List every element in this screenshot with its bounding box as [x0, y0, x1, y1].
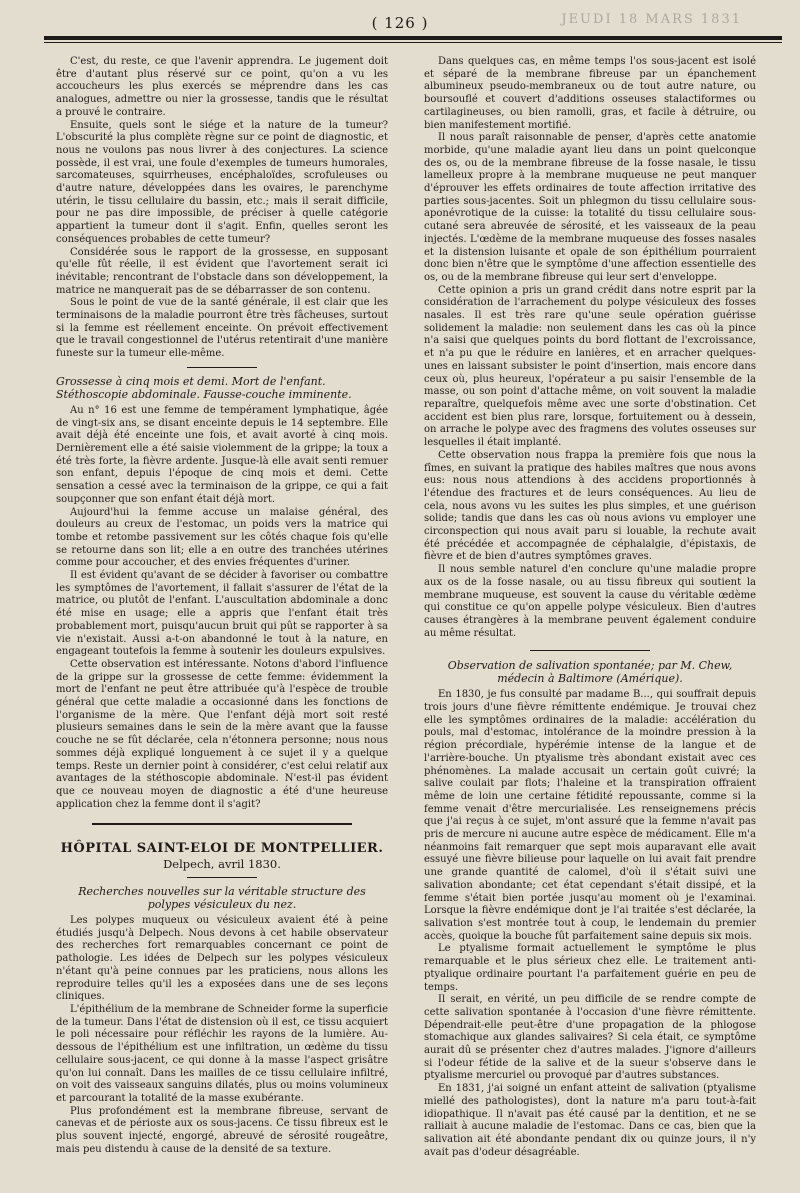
paragraph: Aujourd'hui la femme accuse un malaise général, des douleurs au creux de l'estomac, un poids vers la matrice qui tombe et retombe passivement sur les côtés chaque fois qu'elle se retourne dans son lit; elle a en outre des tranchées utérines comme pour accoucher, et des envies fréquentes d'uriner. [56, 506, 388, 569]
hospital-byline: Delpech, avril 1830. [163, 857, 281, 872]
hospital-heading: HÔPITAL SAINT-ELOI DE MONTPELLIER. [60, 841, 384, 857]
bleed-through-text: JEUDI 18 MARS 1831 [561, 12, 742, 27]
paragraph: Plus profondément est la membrane fibreuse, servant de canevas et de périoste aux os sous-jacens. Ce tissu fibreux est le plus souvent injecté, engorgé, abreuvé de sérosité rougeâtre, mais peu distendu à cause de la densité de sa texture. [56, 1105, 388, 1155]
paragraph: Considérée sous le rapport de la grossesse, en supposant qu'elle fût réelle, il est évident que l'avortement serait ici inévitable; rencontrant de l'obstacle dans son développement, la matrice ne manquerait pas de se débarrasser de son contenu. [56, 246, 388, 296]
section-divider [187, 877, 257, 878]
grossesse-section [56, 405, 388, 812]
paragraph: Il serait, en vérité, un peu difficile de se rendre compte de cette salivation spontanée à l'occasion d'une fièvre rémittente. Dépendrait-elle peut-être d'une propagation de la phlogose stomachique aux glandes salivaires? Si cela était, ce symptôme aurait dû se présenter chez d'autres malades. J'ignore d'ailleurs si l'odeur fétide de la salive et de la sueur s'observe dans le ptyalisme mercuriel ou provoqué par d'autres substances. [424, 994, 756, 1082]
intro-section [56, 56, 388, 361]
section-divider [530, 650, 650, 651]
paragraph: Cette observation est intéressante. Notons d'abord l'influence de la grippe sur la grossesse de cette femme: évidemment la mort de l'enfant ne peut être attribuée qu'à l'espèce de trouble général que cette maladie a occasionné dans les fonctions de l'organisme de la mère. Que l'enfant déjà mort soit resté plusieurs semaines dans le sein de la mère avant que la fausse couche ne se fût déclarée, cela n'étonnera personne; nous nous sommes déjà expliqué longuement à ce sujet il y a quelque temps. Reste un dernier point à considérer, c'est celui relatif aux avantages de la stéthoscopie abdominale. N'est-il pas évident que ce nouveau moyen de diagnostic a été d'une heureuse application chez la femme dont il s'agit? [56, 658, 388, 810]
header-rule-thin [44, 42, 782, 43]
paragraph: Les polypes muqueux ou vésiculeux avaient été à peine étudiés jusqu'à Delpech. Nous devons à cet habile observateur des recherches fort remarquables concernant ce point de pathologie. Les idées de Delpech sur les polypes vésiculeux n'étant qu'à peine connues par les praticiens, nous allons les reproduire telles qu'il les a exposées dans une de ses leçons cliniques. [56, 915, 388, 1003]
paragraph: Dans quelques cas, en même temps l'os sous-jacent est isolé et séparé de la membrane fibreuse par un épanchement albumineux pseudo-membraneux ou de tout autre nature, ou boursouflé et couvert d'additions osseuses stalactiformes ou cartilagineuses, ou bien ramolli, gras, et facile à détruire, ou bien manifestement mortifié. [424, 56, 756, 131]
paragraph: En 1830, je fus consulté par madame B..., qui souffrait depuis trois jours d'une fièvre rémittente endémique. Je trouvai chez elle les symptômes ordinaires de la maladie: accélération du pouls, mal d'estomac, intolérance de la moindre pression à la région précordiale, hypérémie intense de la langue et de l'arrière-bouche. Un ptyalisme très abondant existait avec ces phénomènes. La malade accusait un certain goût cuivré; la salive coulait par flots; l'haleine et la transpiration offraient même de loin une certaine fétidité repoussante, comme si la femme venait d'être mercurialisée. Les renseignemens précis que j'ai reçus à ce sujet, m'ont assuré que la femme n'avait pas pris de mercure ni aucune autre espèce de médicament. Elle m'a néanmoins fait remarquer que sept mois auparavant elle avait essuyé une fièvre bilieuse pour laquelle on lui avait fait prendre une grande quantité de calomel, d'où il s'était suivi une salivation abondante; cet état cependant s'était dissipé, et la femme s'était bien portée jusqu'au moment où je l'examinai. Lorsque la fièvre endémique dont je l'ai traitée s'est déclarée, la salivation s'est montrée tout à coup, le lendemain du premier accès, quoique la bouche fût parfaitement saine depuis six mois. [424, 689, 756, 942]
paragraph: En 1831, j'ai soigné un enfant atteint de salivation (ptyalisme miellé des pathologistes), dont la nature m'a paru tout-à-fait idiopathique. Il n'avait pas été causé par la dentition, et ne se ralliait à aucune maladie de l'estomac. Dans ce cas, bien que la salivation ait été abondante pendant dix ou quinze jours, il n'y avait pas d'odeur désagréable. [424, 1083, 756, 1158]
hospital-rule [92, 823, 352, 825]
paragraph: Cette opinion a pris un grand crédit dans notre esprit par la considération de l'arrachement du polype vésiculeux des fosses nasales. Il est très rare qu'une seule opération guérisse solidement la maladie: non seulement dans les cas où la pince n'a saisi que quelques points du bord flottant de l'excroissance, et n'a pu que le réduire en lanières, et en arracher quelques-unes en laissant subsister le point d'insertion, mais encore dans ceux où, plus heureux, l'opérateur a pu saisir l'ensemble de la masse, ou son point d'attache même, on voit souvent la maladie reparaître, quelquefois même avec une sorte d'obstination. Cet accident est bien plus rare, lorsque, fortuitement ou à dessein, on arrache le polype avec des fragmens des volutes osseuses sur lesquelles il était implanté. [424, 284, 756, 449]
paragraph: Ensuite, quels sont le siége et la nature de la tumeur? L'obscurité la plus complète règne sur ce point de diagnostic, et nous ne voulons pas nous livrer à des conjectures. La science possède, il est vrai, une foule d'exemples de tumeurs humorales, sarcomateuses, squirrheuses, encéphaloïdes, scrofuleuses ou d'autre nature, développées dans les ovaires, le parenchyme utérin, le tissu cellulaire du bassin, etc.; mais il serait difficile, pour ne pas dire impossible, de préciser à quelle catégorie appartient la tumeur dont il s'agit. Enfin, quelles seront les conséquences probables de cette tumeur? [56, 119, 388, 245]
paragraph: Il est évident qu'avant de se décider à favoriser ou combattre les symptômes de l'avortement, il fallait s'assurer de l'état de la matrice, ou plutôt de l'enfant. L'auscultation abdominale a donc été mise en usage; elle a appris que l'enfant était très probablement mort, puisqu'aucun bruit qui pût se rapporter à sa vie n'existait. Aussi a-t-on abandonné le tout à la nature, en engageant toutefois la femme à soutenir les douleurs expulsives. [56, 570, 388, 658]
header-rule [44, 36, 782, 40]
salivation-section [424, 689, 756, 1159]
section-title-grossesse: Grossesse à cinq mois et demi. Mort de l'enfant. Stéthoscopie abdominale. Fausse-couche imminente. [56, 374, 352, 401]
paragraph: C'est, du reste, ce que l'avenir apprendra. Le jugement doit être d'autant plus réservé sur ce point, qu'on a vu les accoucheurs les plus exercés se méprendre dans les cas analogues, admettre ou nier la grossesse, tandis que le résultat a prouvé le contraire. [56, 56, 388, 118]
page-number: ( 126 ) [371, 14, 429, 32]
paragraph: Il nous paraît raisonnable de penser, d'après cette anatomie morbide, qu'une maladie ayant lieu dans un point quelconque des os, ou de la membrane fibreuse de la fosse nasale, le tissu lamelleux propre à la membrane muqueuse ne peut manquer d'éprouver les effets ordinaires de toute affection irritative des parties sous-jacentes. Soit un phlegmon du tissu cellulaire sous-aponévrotique de la cuisse: la totalité du tissu cellulaire sous-cutané sera abreuvée de sérosité, et les vaisseaux de la peau injectés. L'œdème de la membrane muqueuse des fosses nasales et la distension luisante et opale de son épithélium pourraient donc bien n'être que le symptôme d'une affection essentielle des os, ou de la membrane fibreuse qui leur sert d'enveloppe. [424, 132, 756, 283]
polypes-section [56, 915, 388, 1156]
section-title-salivation: Observation de salivation spontanée; par M. Chew, médecin à Baltimore (Amérique). [447, 659, 733, 686]
right-column [424, 56, 756, 1159]
paragraph: L'épithélium de la membrane de Schneider forme la superficie de la tumeur. Dans l'état de distension où il est, ce tissu acquiert le poli nécessaire pour réfléchir les rayons de la lumière. Au-dessous de l'épithélium est une infiltration, un œdème du tissu cellulaire sous-jacent, ce qui donne à la masse l'aspect grisâtre qu'on lui connaît. Dans les mailles de ce tissu cellulaire infiltré, on voit des vaisseaux sanguins dilatés, plus ou moins volumineux et parcourant la totalité de la masse exubérante. [56, 1004, 388, 1104]
paragraph: Cette observation nous frappa la première fois que nous la fîmes, en suivant la pratique des habiles maîtres que nous avons eus: nous nous attendions à des accidens proportionnés à l'étendue des fractures et de leurs conséquences. Au lieu de cela, nous avons vu les suites les plus simples, et une guérison solide; tandis que dans les cas où nous avions vu employer une circonspection qui nous avait paru si louable, la rechute avait été précédée et accompagnée de céphalalgie, d'épistaxis, de fièvre et de bien d'autres symptômes graves. [424, 449, 756, 563]
section-title-polypes: Recherches nouvelles sur la véritable structure des polypes vésiculeux du nez. [78, 885, 366, 912]
paragraph: Au n° 16 est une femme de tempérament lymphatique, âgée de vingt-six ans, se disant enceinte depuis le 14 septembre. Elle avait déjà été enceinte une fois, et avait avorté à cinq mois. Dernièrement elle a été saisie violemment de la grippe; la toux a été très forte, la fièvre ardente. Jusque-là elle avait senti remuer son enfant, depuis l'époque de cinq mois et demi. Cette sensation a cessé avec la terminaison de la grippe, ce qui a fait soupçonner que son enfant était déjà mort. [56, 404, 388, 505]
left-column [56, 56, 388, 1156]
polypes-continued-section [424, 56, 756, 640]
section-divider [187, 367, 257, 368]
paragraph: Il nous semble naturel d'en conclure qu'une maladie propre aux os de la fosse nasale, ou au tissu fibreux qui soutient la membrane muqueuse, est souvent la cause du véritable œdème qui constitue ce qu'on appelle polype vésiculeux. Bien d'autres causes étrangères à la membrane peuvent également conduire au même résultat. [424, 564, 756, 639]
paragraph: Le ptyalisme formait actuellement le symptôme le plus remarquable et le plus sérieux chez elle. Le traitement anti-ptyalique ordinaire pourtant l'a parfaitement guérie en peu de temps. [424, 943, 756, 993]
paragraph: Sous le point de vue de la santé générale, il est clair que les terminaisons de la maladie pourront être très fâcheuses, surtout si la femme est réellement enceinte. On prévoit effectivement que le travail congestionnel de l'utérus retentirait d'une manière funeste sur la tumeur elle-même. [56, 297, 388, 360]
